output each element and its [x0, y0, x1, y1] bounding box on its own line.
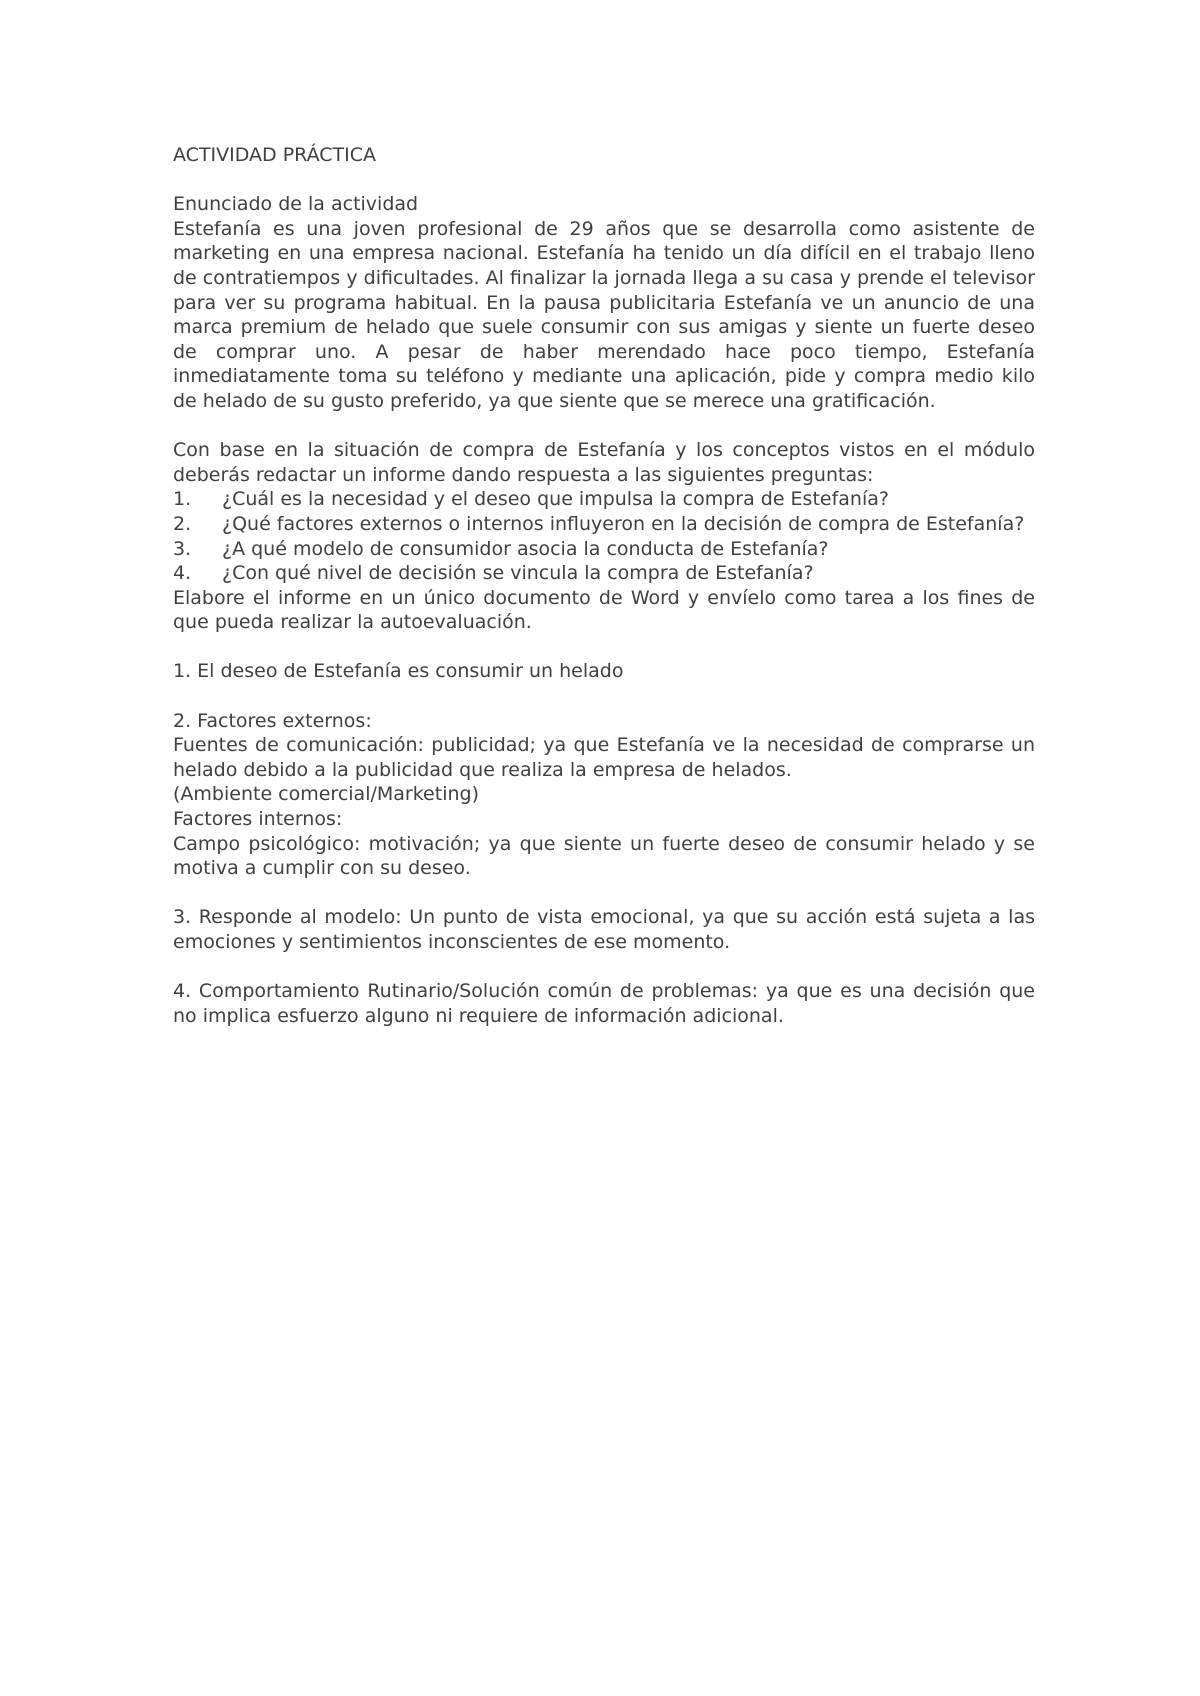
- answer-2-external-note: (Ambiente comercial/Marketing): [173, 783, 479, 806]
- answer-1: 1. El deseo de Estefanía es consumir un helado: [173, 660, 624, 683]
- question-text: ¿Con qué nivel de decisión se vincula la compra de Estefanía?: [222, 562, 814, 585]
- question-text: ¿Cuál es la necesidad y el deseo que impulsa la compra de Estefanía?: [222, 488, 889, 511]
- question-text: ¿A qué modelo de consumidor asocia la conducta de Estefanía?: [222, 537, 829, 560]
- spacer: [173, 414, 1035, 439]
- answer-4: 4. Comportamiento Rutinario/Solución común de problemas: ya que es una decisión que no implica esfuerzo alguno ni requiere de información adicional.: [173, 980, 1035, 1027]
- question-text: ¿Qué factores externos o internos influyeron en la decisión de compra de Estefanía?: [222, 512, 1025, 535]
- question-item: [173, 487, 1035, 512]
- instructions-outro: Elabore el informe en un único documento de Word y envíelo como tarea a los fines de que pueda realizar la autoevaluación.: [173, 586, 1035, 634]
- spacer: [173, 684, 1035, 709]
- answer-2-external: Fuentes de comunicación: publicidad; ya que Estefanía ve la necesidad de comprarse un helado debido a la publicidad que realiza la empresa de helados.: [173, 734, 1035, 781]
- spacer: [173, 881, 1035, 906]
- spacer: [173, 168, 1035, 193]
- question-item: [173, 512, 1035, 537]
- answer-2-internal-heading: Factores internos:: [173, 808, 343, 831]
- question-number: 3.: [173, 537, 192, 560]
- answer-2-heading: 2. Factores externos:: [173, 709, 372, 732]
- question-number: 1.: [173, 488, 192, 511]
- question-item: [173, 561, 1035, 586]
- spacer: [173, 635, 1035, 660]
- instructions-intro: Con base en la situación de compra de Estefanía y los conceptos vistos en el módulo deberás redactar un informe dando respuesta a las siguientes preguntas:: [173, 439, 1035, 486]
- statement-heading: Enunciado de la actividad: [173, 193, 419, 216]
- question-item: [173, 537, 1035, 562]
- document-page: [173, 143, 1035, 1028]
- spacer: [173, 955, 1035, 980]
- question-number: 2.: [173, 512, 192, 535]
- question-number: 4.: [173, 562, 192, 585]
- answer-3: 3. Responde al modelo: Un punto de vista emocional, ya que su acción está sujeta a las emociones y sentimientos inconscientes de ese momento.: [173, 906, 1035, 953]
- statement-body: Estefanía es una joven profesional de 29 años que se desarrolla como asistente de marketing en una empresa nacional. Estefanía ha tenido un día difícil en el trabajo lleno de contratiempos y dificultades. Al finalizar la jornada llega a su casa y prende el televisor para ver su programa habitual. En la pausa publicitaria Estefanía ve un anuncio de una marca premium de helado que suele consumir con sus amigas y siente un fuerte deseo de comprar uno. A pesar de haber merendado hace poco tiempo, Estefanía inmediatamente toma su teléfono y mediante una aplicación, pide y compra medio kilo de helado de su gusto preferido, ya que siente que se merece una gratificación.: [173, 217, 1035, 412]
- document-title: ACTIVIDAD PRÁCTICA: [173, 144, 376, 166]
- answer-2-internal: Campo psicológico: motivación; ya que siente un fuerte deseo de consumir helado y se motiva a cumplir con su deseo.: [173, 832, 1035, 880]
